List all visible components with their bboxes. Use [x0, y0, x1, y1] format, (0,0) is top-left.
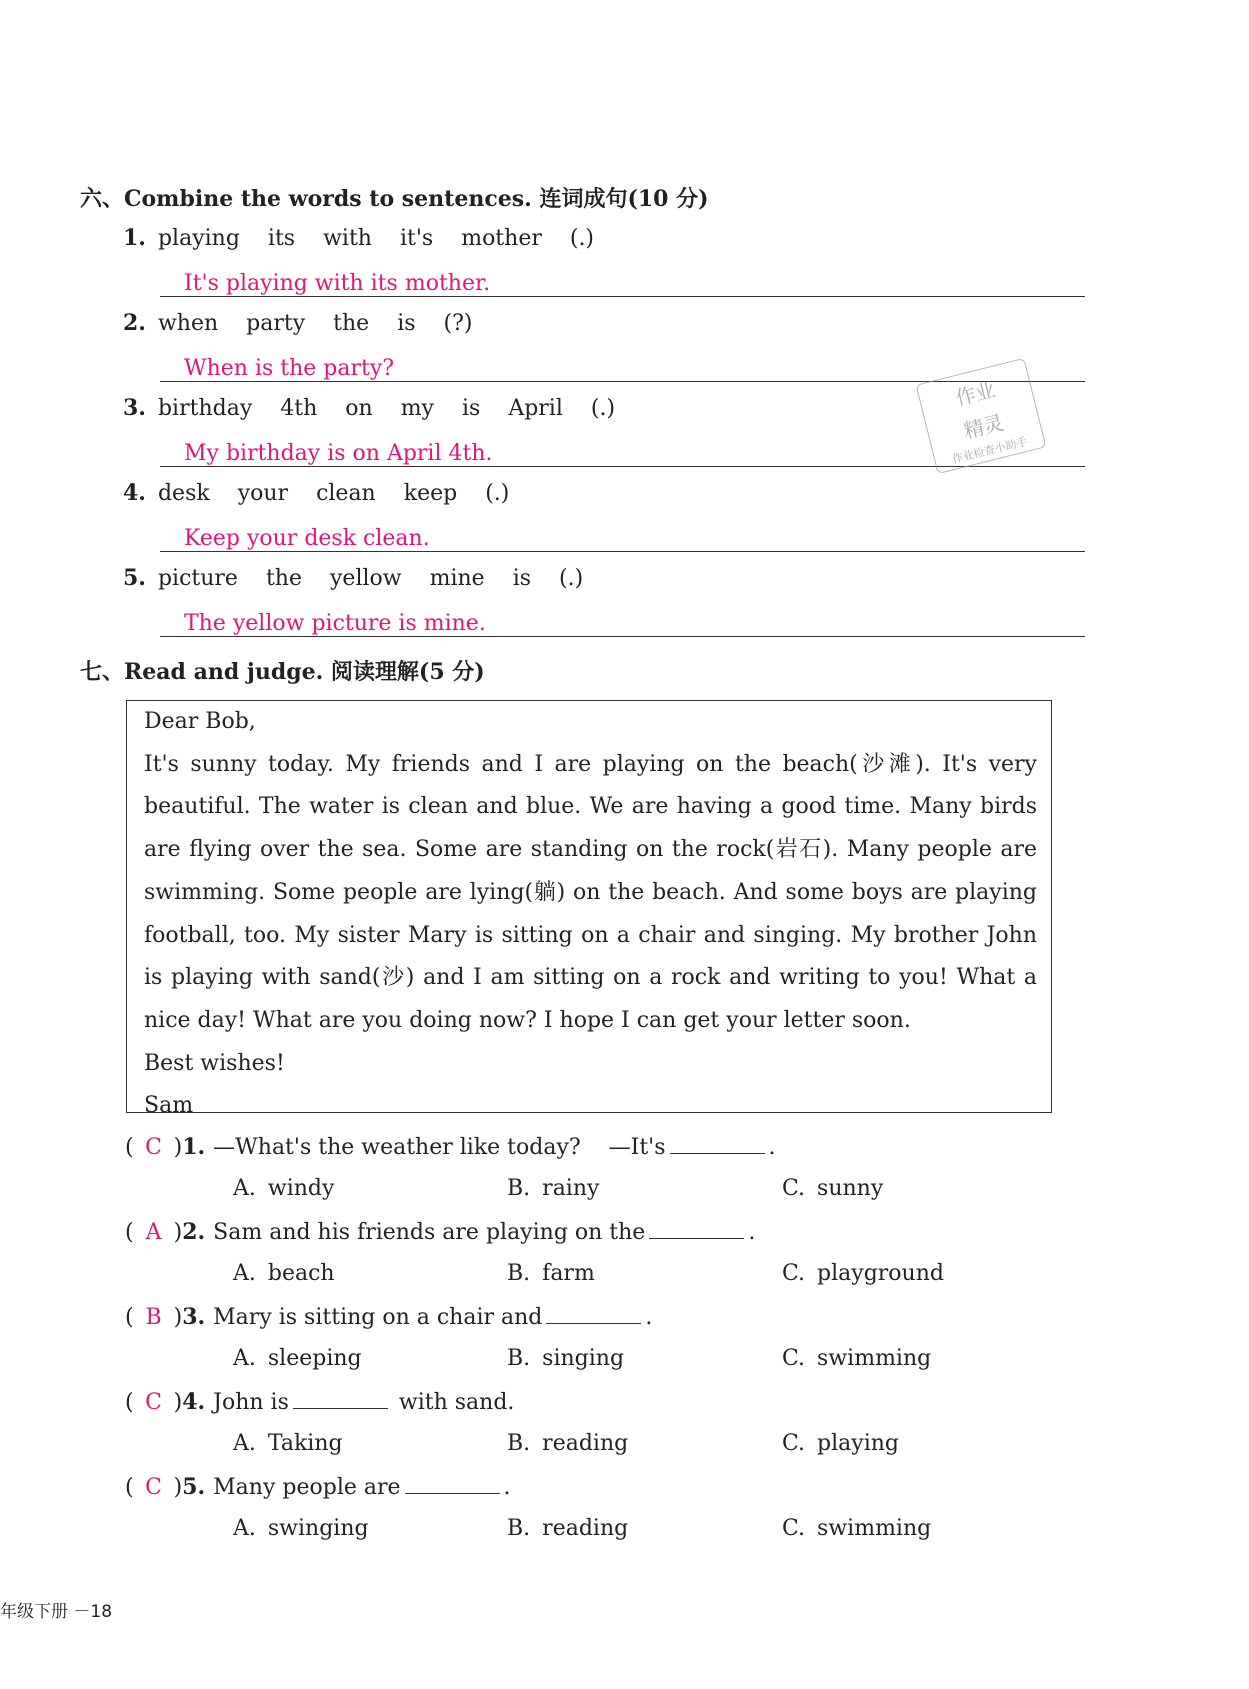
- mc-question-5: ( C )5. Many people are .: [125, 1474, 511, 1500]
- question-1: 1. playing its with it's mother (.): [123, 225, 595, 251]
- blank[interactable]: [405, 1473, 500, 1494]
- letter-body: It's sunny today. My friends and I are playing on the beach(沙滩). It's very beautiful. The water is clean and blue. We are having a good time. Many birds are flying over the sea. Some are standing on the rock(岩石). Many people are swimming. Some people are lying(躺) on the beach. And some boys are playing football, too. My sister Mary is sitting on a chair and singing. My brother John is playing with sand(沙) and I am sitting on a rock and writing to you! What a nice day! What are you doing now? I hope I can get your letter soon.: [144, 751, 1037, 1033]
- answer-line-5[interactable]: [160, 596, 1085, 637]
- reading-passage: [126, 700, 1052, 1119]
- option-c[interactable]: C. swimming: [782, 1516, 932, 1541]
- option-a[interactable]: A. Taking: [233, 1431, 343, 1456]
- answer-line-1[interactable]: [160, 256, 1085, 297]
- option-c[interactable]: C. playing: [782, 1431, 899, 1456]
- letter-closing: Best wishes!: [144, 1050, 285, 1076]
- section-6-title: 六、Combine the words to sentences. 连词成句(10 分): [80, 186, 709, 212]
- mc-question-3: ( B )3. Mary is sitting on a chair and .: [125, 1304, 653, 1330]
- option-c[interactable]: C. sunny: [782, 1176, 884, 1201]
- option-c[interactable]: C. playground: [782, 1261, 944, 1286]
- answer-choice[interactable]: C: [145, 1390, 163, 1415]
- page-footer: 年级下册 －18: [0, 1602, 113, 1622]
- option-a[interactable]: A. windy: [233, 1176, 335, 1201]
- question-3: 3. birthday 4th on my is April (.): [123, 395, 616, 421]
- answer-text: When is the party?: [184, 356, 395, 381]
- answer-choice[interactable]: B: [145, 1305, 162, 1330]
- blank[interactable]: [649, 1218, 744, 1239]
- question-2: 2. when party the is (?): [123, 310, 473, 336]
- mc-question-1: ( C )1. —What's the weather like today? —It's .: [125, 1134, 776, 1160]
- answer-choice[interactable]: C: [145, 1475, 163, 1500]
- answer-choice[interactable]: A: [145, 1220, 162, 1245]
- option-b[interactable]: B. rainy: [507, 1176, 600, 1201]
- blank[interactable]: [546, 1303, 641, 1324]
- question-5: 5. picture the yellow mine is (.): [123, 565, 584, 591]
- letter-signature: Sam: [144, 1093, 194, 1119]
- answer-line-2[interactable]: [160, 341, 1085, 382]
- option-a[interactable]: A. swinging: [233, 1516, 369, 1541]
- option-c[interactable]: C. swimming: [782, 1346, 932, 1371]
- question-4: 4. desk your clean keep (.): [123, 480, 510, 506]
- homework-helper-stamp: 作业 精灵 作业检查小助手: [916, 358, 1047, 474]
- mc-question-4: ( C )4. John is with sand.: [125, 1389, 515, 1415]
- answer-line-4[interactable]: [160, 511, 1085, 552]
- mc-question-2: ( A )2. Sam and his friends are playing on the .: [125, 1219, 756, 1245]
- answer-text: It's playing with its mother.: [184, 271, 491, 296]
- section-7-title: 七、Read and judge. 阅读理解(5 分): [80, 659, 485, 685]
- answer-choice[interactable]: C: [145, 1135, 163, 1160]
- option-b[interactable]: B. singing: [507, 1346, 625, 1371]
- answer-text: My birthday is on April 4th.: [184, 441, 493, 466]
- blank[interactable]: [670, 1133, 765, 1154]
- option-b[interactable]: B. reading: [507, 1431, 629, 1456]
- option-a[interactable]: A. beach: [233, 1261, 335, 1286]
- option-b[interactable]: B. farm: [507, 1261, 595, 1286]
- answer-text: The yellow picture is mine.: [184, 611, 486, 636]
- option-a[interactable]: A. sleeping: [233, 1346, 362, 1371]
- blank[interactable]: [293, 1388, 388, 1409]
- option-b[interactable]: B. reading: [507, 1516, 629, 1541]
- answer-text: Keep your desk clean.: [184, 526, 430, 551]
- letter-greeting: Dear Bob,: [144, 709, 256, 734]
